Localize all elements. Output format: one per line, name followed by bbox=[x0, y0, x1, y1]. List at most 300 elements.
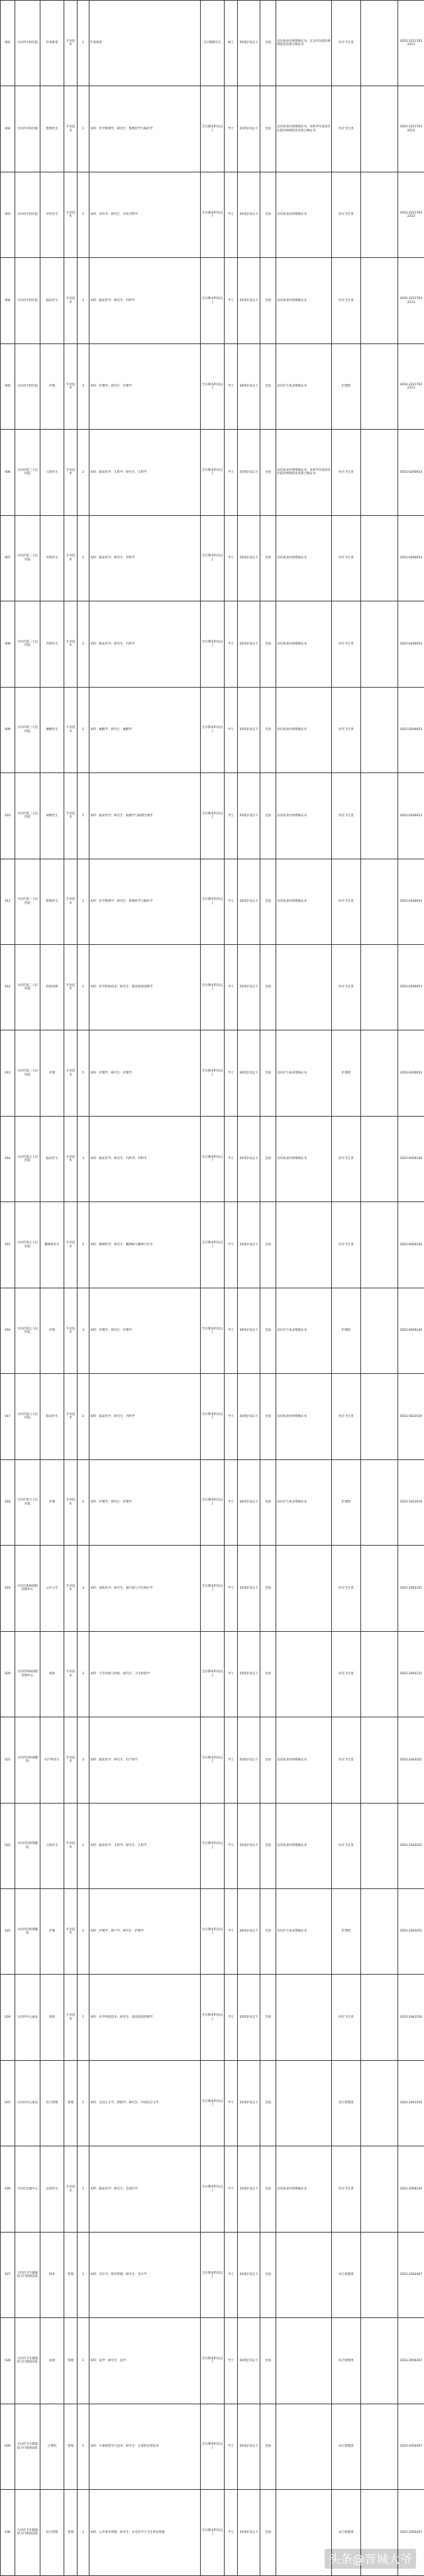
other-requirement bbox=[276, 2318, 332, 2404]
contact-phone: 0352-6200053 bbox=[398, 601, 424, 687]
degree: 学士 bbox=[225, 430, 238, 515]
major-requirement: 本科：公共事业管理；研究生：社会医学与卫生事业管理 bbox=[89, 2490, 201, 2575]
other-requirement bbox=[276, 2060, 332, 2146]
education: 全日制本科及以上 bbox=[201, 687, 225, 772]
contact-phone: 0352-2043251 bbox=[398, 1803, 424, 1888]
row-number: 030 bbox=[1, 2490, 15, 2575]
age-limit: 35周岁及以下 bbox=[238, 1116, 260, 1201]
recruit-scope: 全国 bbox=[260, 430, 276, 515]
major-requirement: 本科：医学检验技术；研究生：临床检验诊断学 bbox=[89, 944, 201, 1030]
post-name: 护理 bbox=[40, 1888, 64, 1974]
row-number: 005 bbox=[1, 343, 15, 429]
major-requirement: 本科：护理学；研究生：护理学 bbox=[89, 343, 201, 429]
table-row bbox=[1, 1717, 424, 1803]
recruit-scope: 全国 bbox=[260, 343, 276, 429]
table-row bbox=[1, 1631, 424, 1717]
post-name: 内科医生 bbox=[40, 601, 64, 687]
exam-category: 医疗卫生类 bbox=[332, 687, 361, 772]
hire-count: 3 bbox=[78, 1288, 89, 1373]
degree: 学士 bbox=[225, 859, 238, 944]
age-limit: 35周岁及以下 bbox=[238, 86, 260, 172]
degree: 学士 bbox=[225, 1975, 238, 2060]
blank-cell bbox=[361, 859, 398, 944]
hire-count: 2 bbox=[78, 1888, 89, 1974]
contact-phone: 0352-2050307 bbox=[398, 2232, 424, 2317]
table-row bbox=[1, 2146, 424, 2232]
degree: 学士 bbox=[225, 2232, 238, 2317]
post-type: 专业技术 bbox=[64, 343, 78, 429]
contact-phone: 0352-2221703 2213 bbox=[398, 343, 424, 429]
post-name: 护理 bbox=[40, 1030, 64, 1116]
unit-name: 大同市卫生健康综合行政执法队 bbox=[15, 2232, 40, 2317]
education: 全日制本科及以上 bbox=[201, 343, 225, 429]
row-number: 011 bbox=[1, 859, 15, 944]
blank-cell bbox=[361, 1202, 398, 1288]
post-type: 专业技术 bbox=[64, 1, 78, 86]
row-number: 014 bbox=[1, 1116, 15, 1201]
degree: 硕士 bbox=[225, 1, 238, 86]
hire-count: 2 bbox=[78, 258, 89, 343]
degree: 学士 bbox=[225, 2146, 238, 2232]
recruit-scope: 全国 bbox=[260, 2232, 276, 2317]
education: 全日制本科及以上 bbox=[201, 2146, 225, 2232]
other-requirement: 具有护士执业资格证书 bbox=[276, 1459, 332, 1545]
unit-name: 大同市第三人民医院 bbox=[15, 515, 40, 601]
unit-name: 大同市急救中心 bbox=[15, 2146, 40, 2232]
unit-name: 大同市第五人民医院 bbox=[15, 1202, 40, 1288]
blank-cell bbox=[361, 1717, 398, 1803]
post-type: 专业技术 bbox=[64, 1717, 78, 1803]
major-requirement: 本科：法学；研究生：法学 bbox=[89, 2318, 201, 2404]
exam-category: 护理类 bbox=[332, 1459, 361, 1545]
row-number: 021 bbox=[1, 1717, 15, 1803]
blank-cell bbox=[361, 172, 398, 257]
age-limit: 35周岁及以下 bbox=[238, 1202, 260, 1288]
row-number: 028 bbox=[1, 2318, 15, 2404]
age-limit: 35周岁及以下 bbox=[238, 1975, 260, 2060]
post-name: 精神科医生 bbox=[40, 1202, 64, 1288]
blank-cell bbox=[361, 1975, 398, 2060]
post-name: 儿科医生 bbox=[40, 430, 64, 515]
contact-phone: 0352-2045121 bbox=[398, 1546, 424, 1631]
hire-count: 2 bbox=[78, 430, 89, 515]
age-limit: 35周岁及以下 bbox=[238, 1374, 260, 1459]
major-requirement: 本科：医学影像学；研究生：影像医学与核医学 bbox=[89, 859, 201, 944]
education: 全日制本科及以上 bbox=[201, 515, 225, 601]
unit-name: 大同市卫生健康综合行政执法队 bbox=[15, 2490, 40, 2575]
exam-category: 医疗卫生类 bbox=[332, 1116, 361, 1201]
degree: 学士 bbox=[225, 2404, 238, 2489]
contact-phone: 0352-2221703 2213 bbox=[398, 172, 424, 257]
blank-cell bbox=[361, 1, 398, 86]
other-requirement: 具有执业医师资格证书 bbox=[276, 687, 332, 772]
post-type: 专业技术 bbox=[64, 86, 78, 172]
post-name: 护理 bbox=[40, 1288, 64, 1373]
contact-phone: 0352-5023519 bbox=[398, 1459, 424, 1545]
degree: 学士 bbox=[225, 86, 238, 172]
post-name: 综合管理 bbox=[40, 2490, 64, 2575]
blank-cell bbox=[361, 515, 398, 601]
major-requirement: 本科：会计学、财务管理；研究生：会计学 bbox=[89, 2232, 201, 2317]
post-type: 管理 bbox=[64, 2490, 78, 2575]
blank-cell bbox=[361, 1459, 398, 1545]
other-requirement: 具有执业医师资格证书 bbox=[276, 1116, 332, 1201]
hire-count: 2 bbox=[78, 1374, 89, 1459]
unit-name: 大同市疾病预防控制中心 bbox=[15, 1631, 40, 1717]
exam-category: 综合管理类 bbox=[332, 2232, 361, 2317]
table-row bbox=[1, 2318, 424, 2404]
exam-category: 医疗卫生类 bbox=[332, 601, 361, 687]
post-name: 妇产科医生 bbox=[40, 1717, 64, 1803]
recruit-scope: 全国 bbox=[260, 86, 276, 172]
recruit-scope: 全国 bbox=[260, 1, 276, 86]
other-requirement: 具有护士执业资格证书 bbox=[276, 343, 332, 429]
contact-phone: 0352-2043251 bbox=[398, 1888, 424, 1974]
post-name: 综合管理 bbox=[40, 2060, 64, 2146]
hire-count: 2 bbox=[78, 2146, 89, 2232]
other-requirement bbox=[276, 1546, 332, 1631]
other-requirement: 具有执业医师资格证书 bbox=[276, 515, 332, 601]
contact-phone: 0352-2221703 2213 bbox=[398, 258, 424, 343]
recruit-scope: 全国 bbox=[260, 773, 276, 859]
education: 全日制本科及以上 bbox=[201, 1459, 225, 1545]
post-type: 专业技术 bbox=[64, 1803, 78, 1888]
exam-category: 医疗卫生类 bbox=[332, 258, 361, 343]
exam-category: 综合管理类 bbox=[332, 2060, 361, 2146]
contact-phone: 0352-2041516 bbox=[398, 2060, 424, 2146]
degree: 学士 bbox=[225, 172, 238, 257]
recruit-scope: 全国 bbox=[260, 601, 276, 687]
contact-phone: 0352-2221703 2213 bbox=[398, 86, 424, 172]
post-type: 管理 bbox=[64, 2318, 78, 2404]
contact-phone: 0352-2050307 bbox=[398, 2318, 424, 2404]
table-row bbox=[1, 1546, 424, 1631]
other-requirement bbox=[276, 1631, 332, 1717]
age-limit: 35周岁及以下 bbox=[238, 172, 260, 257]
other-requirement bbox=[276, 2232, 332, 2317]
exam-category: 医疗卫生类 bbox=[332, 1717, 361, 1803]
row-number: 020 bbox=[1, 1631, 15, 1717]
post-type: 专业技术 bbox=[64, 1030, 78, 1116]
row-number: 001 bbox=[1, 1, 15, 86]
blank-cell bbox=[361, 2404, 398, 2489]
post-type: 专业技术 bbox=[64, 258, 78, 343]
exam-category: 医疗卫生类 bbox=[332, 430, 361, 515]
post-name: 财务 bbox=[40, 2232, 64, 2317]
table-row bbox=[1, 687, 424, 772]
hire-count: 1 bbox=[78, 1, 89, 86]
degree: 学士 bbox=[225, 1374, 238, 1459]
education: 全日制本科及以上 bbox=[201, 2490, 225, 2575]
table-body bbox=[1, 1, 424, 2576]
major-requirement: 本科：麻醉学；研究生：麻醉学 bbox=[89, 687, 201, 772]
age-limit: 35周岁及以下 bbox=[238, 2490, 260, 2575]
other-requirement: 具有执业医师资格证书 bbox=[276, 1717, 332, 1803]
exam-category: 医疗卫生类 bbox=[332, 1202, 361, 1288]
post-type: 管理 bbox=[64, 2232, 78, 2317]
education: 全日制本科及以上 bbox=[201, 859, 225, 944]
degree: 学士 bbox=[225, 1116, 238, 1201]
post-type: 专业技术 bbox=[64, 601, 78, 687]
degree: 学士 bbox=[225, 2318, 238, 2404]
major-requirement: 本科：医学影像学；研究生：影像医学与核医学 bbox=[89, 86, 201, 172]
table-row bbox=[1, 1374, 424, 1459]
row-number: 027 bbox=[1, 2232, 15, 2317]
post-type: 专业技术 bbox=[64, 1288, 78, 1373]
blank-cell bbox=[361, 601, 398, 687]
blank-cell bbox=[361, 1803, 398, 1888]
exam-category: 综合管理类 bbox=[332, 2490, 361, 2575]
row-number: 003 bbox=[1, 172, 15, 257]
unit-name: 大同市中医医院 bbox=[15, 1, 40, 86]
age-limit: 35周岁及以下 bbox=[238, 430, 260, 515]
hire-count: 1 bbox=[78, 687, 89, 772]
unit-name: 大同市第三人民医院 bbox=[15, 944, 40, 1030]
exam-category: 医疗卫生类 bbox=[332, 172, 361, 257]
other-requirement: 具有执业医师资格证书 bbox=[276, 2146, 332, 2232]
contact-phone: 0352-2221703 2213 bbox=[398, 1, 424, 86]
contact-phone: 0352-6026126 bbox=[398, 1202, 424, 1288]
table-row bbox=[1, 1202, 424, 1288]
major-requirement: 本科：临床医学；研究生：内科学 bbox=[89, 1374, 201, 1459]
row-number: 025 bbox=[1, 2060, 15, 2146]
post-name: 外科医生 bbox=[40, 515, 64, 601]
age-limit: 35周岁及以下 bbox=[238, 2232, 260, 2317]
table-row bbox=[1, 258, 424, 343]
other-requirement: 具有护士执业资格证书 bbox=[276, 1030, 332, 1116]
other-requirement: 具有执业医师资格证书 bbox=[276, 258, 332, 343]
exam-category: 护理类 bbox=[332, 343, 361, 429]
unit-name: 大同市第三人民医院 bbox=[15, 430, 40, 515]
recruit-scope: 全国 bbox=[260, 2146, 276, 2232]
education: 全日制本科及以上 bbox=[201, 1288, 225, 1373]
blank-cell bbox=[361, 86, 398, 172]
education: 全日制本科及以上 bbox=[201, 601, 225, 687]
other-requirement: 具有执业医师资格证书 bbox=[276, 601, 332, 687]
unit-name: 大同市卫生健康综合行政执法队 bbox=[15, 2404, 40, 2489]
post-name: 临床医生 bbox=[40, 1116, 64, 1201]
exam-category: 医疗卫生类 bbox=[332, 1803, 361, 1888]
post-type: 管理 bbox=[64, 2060, 78, 2146]
other-requirement bbox=[276, 944, 332, 1030]
degree: 学士 bbox=[225, 1717, 238, 1803]
recruit-scope: 全国 bbox=[260, 859, 276, 944]
row-number: 024 bbox=[1, 1975, 15, 2060]
post-type: 专业技术 bbox=[64, 1888, 78, 1974]
unit-name: 大同市中医医院 bbox=[15, 343, 40, 429]
row-number: 002 bbox=[1, 86, 15, 172]
post-type: 专业技术 bbox=[64, 1631, 78, 1717]
contact-phone: 0352-6200053 bbox=[398, 430, 424, 515]
contact-phone: 0352-6200053 bbox=[398, 687, 424, 772]
blank-cell bbox=[361, 773, 398, 859]
recruit-scope: 全国 bbox=[260, 1717, 276, 1803]
post-name: 麻醉医生 bbox=[40, 687, 64, 772]
post-type: 专业技术 bbox=[64, 1116, 78, 1201]
unit-name: 大同市中医医院 bbox=[15, 86, 40, 172]
hire-count: 1 bbox=[78, 2318, 89, 2404]
age-limit: 35周岁及以下 bbox=[238, 1546, 260, 1631]
unit-name: 大同市中医医院 bbox=[15, 258, 40, 343]
hire-count: 2 bbox=[78, 1459, 89, 1545]
unit-name: 大同市第三人民医院 bbox=[15, 773, 40, 859]
table-row bbox=[1, 515, 424, 601]
row-number: 013 bbox=[1, 1030, 15, 1116]
major-requirement: 本科：临床医学；研究生：急诊医学 bbox=[89, 2146, 201, 2232]
age-limit: 30周岁及以下 bbox=[238, 1888, 260, 1974]
row-number: 017 bbox=[1, 1374, 15, 1459]
blank-cell bbox=[361, 2232, 398, 2317]
age-limit: 30周岁及以下 bbox=[238, 1288, 260, 1373]
recruit-scope: 全国 bbox=[260, 2060, 276, 2146]
unit-name: 大同市卫生健康综合行政执法队 bbox=[15, 2318, 40, 2404]
post-type: 专业技术 bbox=[64, 1202, 78, 1288]
major-requirement: 本科：临床医学；研究生：外科学 bbox=[89, 515, 201, 601]
row-number: 018 bbox=[1, 1459, 15, 1545]
age-limit: 35周岁及以下 bbox=[238, 1803, 260, 1888]
watermark: 头条@晋城大爷 bbox=[325, 2549, 416, 2569]
table-row bbox=[1, 1888, 424, 1974]
blank-cell bbox=[361, 1374, 398, 1459]
hire-count: 3 bbox=[78, 1546, 89, 1631]
other-requirement bbox=[276, 2490, 332, 2575]
blank-cell bbox=[361, 430, 398, 515]
degree: 学士 bbox=[225, 343, 238, 429]
contact-phone: 0352-6026126 bbox=[398, 1288, 424, 1373]
age-limit: 35周岁及以下 bbox=[238, 687, 260, 772]
age-limit: 35周岁及以下 bbox=[238, 515, 260, 601]
exam-category: 医疗卫生类 bbox=[332, 1374, 361, 1459]
exam-category: 护理类 bbox=[332, 1288, 361, 1373]
post-type: 专业技术 bbox=[64, 2146, 78, 2232]
hire-count: 1 bbox=[78, 2232, 89, 2317]
major-requirement: 本科：临床医学、儿科学；研究生：儿科学 bbox=[89, 430, 201, 515]
table-row bbox=[1, 1, 424, 86]
major-requirement: 本科：临床医学；研究生：妇产科学 bbox=[89, 1717, 201, 1803]
contact-phone: 0352-6200053 bbox=[398, 859, 424, 944]
contact-phone: 0352-2050307 bbox=[398, 2490, 424, 2575]
unit-name: 大同市第三人民医院 bbox=[15, 601, 40, 687]
education: 全日制本科及以上 bbox=[201, 1546, 225, 1631]
education: 全日制研究生 bbox=[201, 1, 225, 86]
unit-name: 大同市中医医院 bbox=[15, 172, 40, 257]
exam-category: 综合管理类 bbox=[332, 2318, 361, 2404]
major-requirement: 本科：临床医学；研究生：内科学 bbox=[89, 258, 201, 343]
other-requirement: 具有护士执业资格证书 bbox=[276, 1888, 332, 1974]
blank-cell bbox=[361, 1546, 398, 1631]
age-limit: 35周岁及以下 bbox=[238, 1631, 260, 1717]
unit-name: 大同市第三人民医院 bbox=[15, 1030, 40, 1116]
exam-category: 医疗卫生类 bbox=[332, 515, 361, 601]
table-row bbox=[1, 2232, 424, 2317]
contact-phone: 0352-6026126 bbox=[398, 1116, 424, 1201]
degree: 学士 bbox=[225, 1803, 238, 1888]
age-limit: 35周岁及以下 bbox=[238, 601, 260, 687]
degree: 学士 bbox=[225, 601, 238, 687]
contact-phone: 0352-6200053 bbox=[398, 515, 424, 601]
post-type: 专业技术 bbox=[64, 944, 78, 1030]
unit-name: 大同市妇幼保健院 bbox=[15, 1888, 40, 1974]
degree: 学士 bbox=[225, 2490, 238, 2575]
major-requirement: 本科：临床医学；研究生：内科学 bbox=[89, 601, 201, 687]
contact-phone: 0352-6200053 bbox=[398, 944, 424, 1030]
post-type: 专业技术 bbox=[64, 773, 78, 859]
post-name: 中医医生 bbox=[40, 172, 64, 257]
major-requirement: 本科：精神医学；研究生：精神病与精神卫生学 bbox=[89, 1202, 201, 1288]
exam-category: 医疗卫生类 bbox=[332, 1, 361, 86]
hire-count: 1 bbox=[78, 944, 89, 1030]
major-requirement: 本科：临床医学、儿科学；研究生：儿科学 bbox=[89, 1803, 201, 1888]
post-name: 检验技师 bbox=[40, 944, 64, 1030]
table-row bbox=[1, 172, 424, 257]
recruit-scope: 全国 bbox=[260, 2490, 276, 2575]
education: 全日制本科及以上 bbox=[201, 1803, 225, 1888]
hire-count: 2 bbox=[78, 1202, 89, 1288]
other-requirement: 具有护士执业资格证书 bbox=[276, 1288, 332, 1373]
table-row bbox=[1, 1459, 424, 1545]
exam-category: 医疗卫生类 bbox=[332, 1631, 361, 1717]
blank-cell bbox=[361, 2060, 398, 2146]
blank-cell bbox=[361, 2146, 398, 2232]
post-name: 临床医生 bbox=[40, 1374, 64, 1459]
recruit-scope: 全国 bbox=[260, 1374, 276, 1459]
major-requirement: 本科：汉语言文学、新闻学；研究生：中国语言文学 bbox=[89, 2060, 201, 2146]
degree: 学士 bbox=[225, 1546, 238, 1631]
unit-name: 大同市第三人民医院 bbox=[15, 687, 40, 772]
table-row bbox=[1, 1288, 424, 1373]
blank-cell bbox=[361, 1116, 398, 1201]
hire-count: 1 bbox=[78, 773, 89, 859]
education: 全日制本科及以上 bbox=[201, 1202, 225, 1288]
row-number: 006 bbox=[1, 430, 15, 515]
recruit-scope: 全国 bbox=[260, 1288, 276, 1373]
recruit-scope: 全国 bbox=[260, 258, 276, 343]
blank-cell bbox=[361, 944, 398, 1030]
hire-count: 3 bbox=[78, 343, 89, 429]
education: 全日制本科及以上 bbox=[201, 2232, 225, 2317]
degree: 学士 bbox=[225, 1631, 238, 1717]
contact-phone: 0352-6200053 bbox=[398, 1030, 424, 1116]
post-type: 专业技术 bbox=[64, 1546, 78, 1631]
contact-phone: 0352-2041516 bbox=[398, 1975, 424, 2060]
row-number: 022 bbox=[1, 1803, 15, 1888]
row-number: 004 bbox=[1, 258, 15, 343]
recruit-scope: 全国 bbox=[260, 1116, 276, 1201]
row-number: 007 bbox=[1, 515, 15, 601]
blank-cell bbox=[361, 1288, 398, 1373]
recruit-scope: 全国 bbox=[260, 1030, 276, 1116]
hire-count: 1 bbox=[78, 2404, 89, 2489]
recruit-scope: 全国 bbox=[260, 944, 276, 1030]
row-number: 029 bbox=[1, 2404, 15, 2489]
post-name: 影像医生 bbox=[40, 86, 64, 172]
major-requirement: 本科：卫生检验与检疫；研究生：卫生检验学 bbox=[89, 1631, 201, 1717]
row-number: 019 bbox=[1, 1546, 15, 1631]
degree: 学士 bbox=[225, 1888, 238, 1974]
age-limit: 35周岁及以下 bbox=[238, 1, 260, 86]
unit-name: 大同市中心血站 bbox=[15, 1975, 40, 2060]
table-row bbox=[1, 86, 424, 172]
table-row bbox=[1, 859, 424, 944]
blank-cell bbox=[361, 1030, 398, 1116]
row-number: 016 bbox=[1, 1288, 15, 1373]
education: 全日制本科及以上 bbox=[201, 944, 225, 1030]
post-type: 专业技术 bbox=[64, 172, 78, 257]
table-row bbox=[1, 343, 424, 429]
table-row bbox=[1, 1975, 424, 2060]
recruit-scope: 全国 bbox=[260, 1546, 276, 1631]
post-name: 儿科医生 bbox=[40, 1803, 64, 1888]
